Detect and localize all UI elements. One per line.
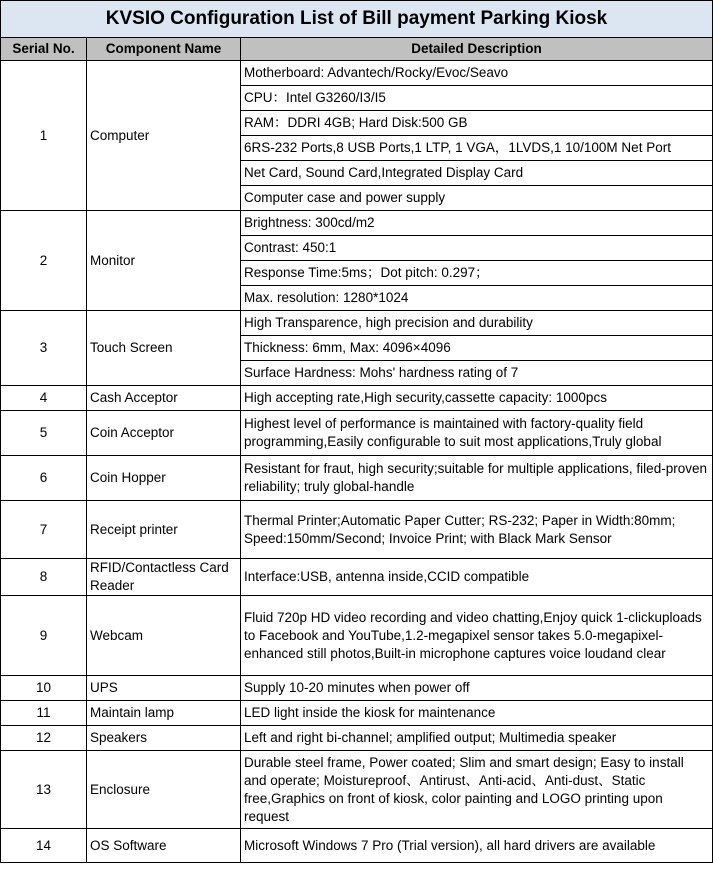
description-cell: Net Card, Sound Card,Integrated Display Card — [241, 161, 713, 186]
description-cell: High accepting rate,High security,cassette capacity: 1000pcs — [241, 386, 713, 411]
table-row — [1, 61, 713, 86]
header-serial: Serial No. — [1, 38, 87, 61]
description-cell: Resistant for fraut, high security;suitable for multiple applications, filed-proven reliability; truly global-handle — [241, 456, 713, 501]
component-name-cell: Enclosure — [87, 751, 241, 829]
description-cell: Durable steel frame, Power coated; Slim and smart design; Easy to install and operate; Moistureproof、Antirust、Anti-acid、Anti-dust、Static free,Graphics on front of kiosk, color painting and LOGO printing upon request — [241, 751, 713, 829]
table-title: KVSIO Configuration List of Bill payment Parking Kiosk — [1, 1, 713, 38]
component-name-cell: Webcam — [87, 596, 241, 676]
table-row — [1, 726, 713, 751]
description-cell: LED light inside the kiosk for maintenance — [241, 701, 713, 726]
description-cell: Supply 10-20 minutes when power off — [241, 676, 713, 701]
table-row — [1, 456, 713, 501]
description-cell: RAM：DDRI 4GB; Hard Disk:500 GB — [241, 111, 713, 136]
serial-number-cell: 14 — [1, 829, 87, 863]
table-row — [1, 311, 713, 336]
description-cell: Microsoft Windows 7 Pro (Trial version), all hard drivers are available — [241, 829, 713, 863]
table-row — [1, 211, 713, 236]
component-name-cell: UPS — [87, 676, 241, 701]
table-body — [1, 61, 713, 863]
description-cell: Brightness: 300cd/m2 — [241, 211, 713, 236]
title-row — [1, 1, 713, 38]
description-cell: Motherboard: Advantech/Rocky/Evoc/Seavo — [241, 61, 713, 86]
serial-number-cell: 13 — [1, 751, 87, 829]
component-name-cell: Maintain lamp — [87, 701, 241, 726]
description-cell: Highest level of performance is maintained with factory-quality field programming,Easily configurable to suit most applications,Truly global — [241, 411, 713, 456]
header-description: Detailed Description — [241, 38, 713, 61]
description-cell: Fluid 720p HD video recording and video chatting,Enjoy quick 1-clickuploads to Facebook and YouTube,1.2-megapixel sensor takes 5.0-megapixel-enhanced still photos,Built-in microphone captures voice loudand clear — [241, 596, 713, 676]
description-cell: CPU：Intel G3260/I3/I5 — [241, 86, 713, 111]
description-cell: Thermal Printer;Automatic Paper Cutter; RS-232; Paper in Width:80mm; Speed:150mm/Second; Invoice Print; with Black Mark Sensor — [241, 501, 713, 559]
description-cell: Contrast: 450:1 — [241, 236, 713, 261]
table-row — [1, 829, 713, 863]
component-name-cell: Monitor — [87, 211, 241, 311]
component-name-cell: Touch Screen — [87, 311, 241, 386]
table-row — [1, 559, 713, 596]
serial-number-cell: 12 — [1, 726, 87, 751]
description-cell: Computer case and power supply — [241, 186, 713, 211]
header-row — [1, 38, 713, 61]
serial-number-cell: 3 — [1, 311, 87, 386]
header-component: Component Name — [87, 38, 241, 61]
description-cell: Interface:USB, antenna inside,CCID compatible — [241, 559, 713, 596]
table-row — [1, 411, 713, 456]
serial-number-cell: 1 — [1, 61, 87, 211]
component-name-cell: Cash Acceptor — [87, 386, 241, 411]
table-row — [1, 596, 713, 676]
table-row — [1, 386, 713, 411]
description-cell: Left and right bi-channel; amplified output; Multimedia speaker — [241, 726, 713, 751]
description-cell: 6RS-232 Ports,8 USB Ports,1 LTP, 1 VGA，1LVDS,1 10/100M Net Port — [241, 136, 713, 161]
component-name-cell: Coin Acceptor — [87, 411, 241, 456]
component-name-cell: Coin Hopper — [87, 456, 241, 501]
serial-number-cell: 5 — [1, 411, 87, 456]
component-name-cell: Receipt printer — [87, 501, 241, 559]
component-name-cell: Computer — [87, 61, 241, 211]
serial-number-cell: 7 — [1, 501, 87, 559]
table-row — [1, 701, 713, 726]
serial-number-cell: 8 — [1, 559, 87, 596]
description-cell: Response Time:5ms；Dot pitch: 0.297； — [241, 261, 713, 286]
description-cell: High Transparence, high precision and durability — [241, 311, 713, 336]
component-name-cell: Speakers — [87, 726, 241, 751]
description-cell: Surface Hardness: Mohs' hardness rating of 7 — [241, 361, 713, 386]
component-name-cell: OS Software — [87, 829, 241, 863]
serial-number-cell: 9 — [1, 596, 87, 676]
serial-number-cell: 10 — [1, 676, 87, 701]
component-name-cell: RFID/Contactless Card Reader — [87, 559, 241, 596]
table-row — [1, 676, 713, 701]
table-row — [1, 501, 713, 559]
table-row — [1, 751, 713, 829]
serial-number-cell: 4 — [1, 386, 87, 411]
serial-number-cell: 2 — [1, 211, 87, 311]
description-cell: Max. resolution: 1280*1024 — [241, 286, 713, 311]
description-cell: Thickness: 6mm, Max: 4096×4096 — [241, 336, 713, 361]
serial-number-cell: 6 — [1, 456, 87, 501]
serial-number-cell: 11 — [1, 701, 87, 726]
